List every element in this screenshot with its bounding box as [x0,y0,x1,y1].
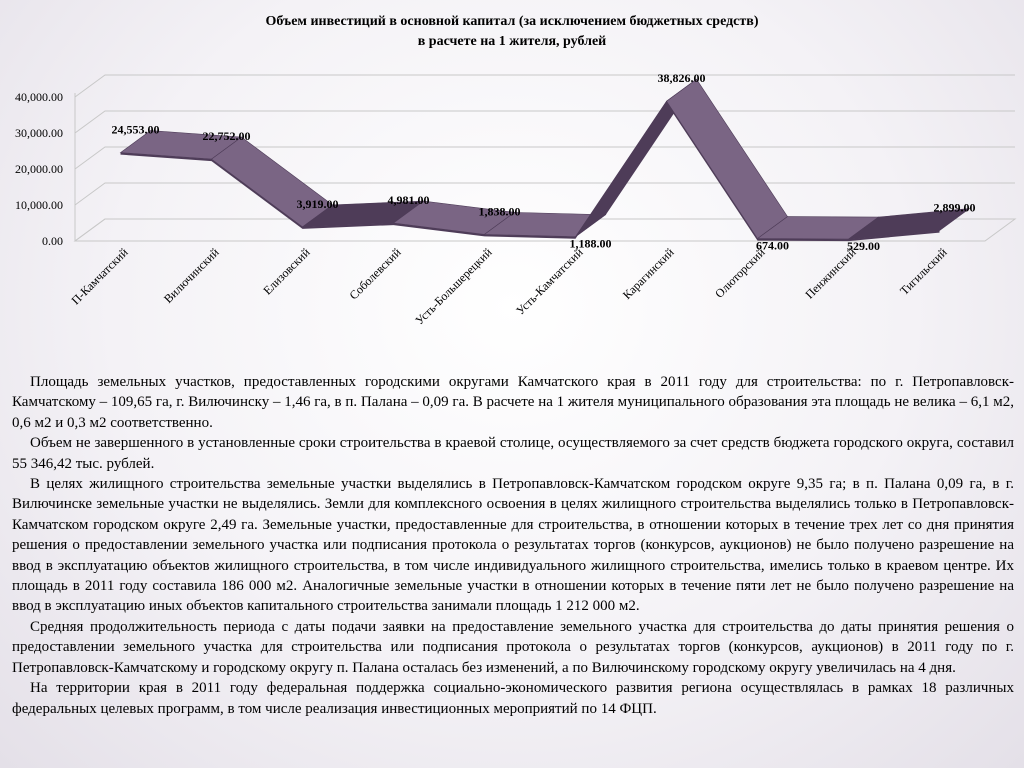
chart-title: Объем инвестиций в основной капитал (за исключением бюджетных средств) [265,14,759,29]
ribbon-segment [212,137,333,227]
gridline [75,75,1015,97]
body-text [12,372,1014,719]
x-tick-label: Усть-Большерецкий [412,245,495,328]
data-label: 1,188.00 [569,236,612,251]
x-tick-label: Пенжинский [802,245,859,302]
y-tick-label: 30,000.00 [15,126,63,140]
y-tick-label: 0.00 [42,234,63,248]
paragraph-application-period: Средняя продолжительность периода с даты подачи заявки на предоставление земельного участка для строительства до даты принятия решения о предоставлении земельного участка для строительства или подписания протокола о результатах торгов (конкурсов, аукционов) в 2011 году по г. Петропавловск-Камчатскому и городскому округу п. Палана осталась без изменений, а по Вилючинскому городскому округу увеличилась на 4 дня. [12,618,1014,676]
y-tick-label: 20,000.00 [15,162,63,176]
data-label: 1,838.00 [478,204,521,219]
ribbon-edge [576,101,667,238]
data-label: 674.00 [756,238,789,253]
x-tick-label: П-Камчатский [68,245,131,308]
data-label: 22,752.00 [202,129,251,144]
data-label: 2,899.00 [933,200,976,215]
paragraph-unfinished-construction: Объем не завершенного в установленные сроки строительства в краевой столице, осуществляемого за счет средств бюджета городского округа, составил 55 346,42 тыс. рублей. [12,435,1014,472]
x-tick-label: Тигильский [897,245,950,298]
paragraph-housing-land: В целях жилищного строительства земельные участки выделялись в Петропавловск-Камчатском городском округе 9,35 га; в п. Палана 0,09 га, в г. Вилючинске земельные участки не выделялись. Земли для комплексного освоения в целях жилищного строительства выделялись только в Петропавловск-Камчатском городском округе 2,49 га. Земельные участки, предоставленные для строительства, в отношении которых в течение трех лет со дня принятия решения о предоставлении земельного участка или подписания протокола о результатах торгов (конкурсов, аукционов) не было получено разрешение на ввод в эксплуатацию объектов жилищного строительства, в том числе индивидуального жилищного строительства, имелись только в краевом центре. Их площадь в 2011 году составила 186 000 м2. Аналогичные земельные участки в отношении которых в течение пяти лет не было получено разрешение на ввод в эксплуатацию иных объектов капитального строительства занимали площадь 1 212 000 м2. [12,476,1014,615]
y-axis-ticks [15,90,63,248]
data-label: 529.00 [847,239,880,254]
data-label: 3,919.00 [296,196,339,211]
y-tick-label: 10,000.00 [15,198,63,212]
data-label: 4,981.00 [387,193,430,208]
x-axis-ticks [68,245,950,328]
x-tick-label: Вилючинский [160,245,222,306]
x-tick-label: Олюторский [712,245,768,301]
x-tick-label: Соболевский [346,245,404,303]
data-label: 38,826.00 [657,71,706,86]
paragraph-federal-programs: На территории края в 2011 году федеральная поддержка социально-экономического развития региона осуществлялась в рамках 18 различных федеральных целевых программ, в том числе реализация инвестиционных мероприятий по 14 ФЦП. [12,680,1014,717]
x-tick-label: Усть-Камчатский [513,245,586,318]
ribbon-segment [667,79,788,238]
investment-chart [0,0,1024,368]
data-label: 24,553.00 [111,122,160,137]
chart-subtitle: в расчете на 1 жителя, рублей [417,34,607,49]
paragraph-land-area: Площадь земельных участков, предоставленных городскими округами Камчатского края в 2011 году для строительства: по г. Петропавловск-Камчатскому – 109,65 га, г. Вилючинску – 1,46 га, в п. Палана – 0,09 га. В расчете на 1 жителя муниципального образования эта площадь не велика – 6,1 м2, 0,6 м2 и 0,3 м2 соответственно. [12,374,1014,431]
y-tick-label: 40,000.00 [15,90,63,104]
data-ribbon [121,79,970,241]
x-tick-label: Карагинский [619,245,677,302]
x-tick-label: Елизовский [260,245,313,298]
